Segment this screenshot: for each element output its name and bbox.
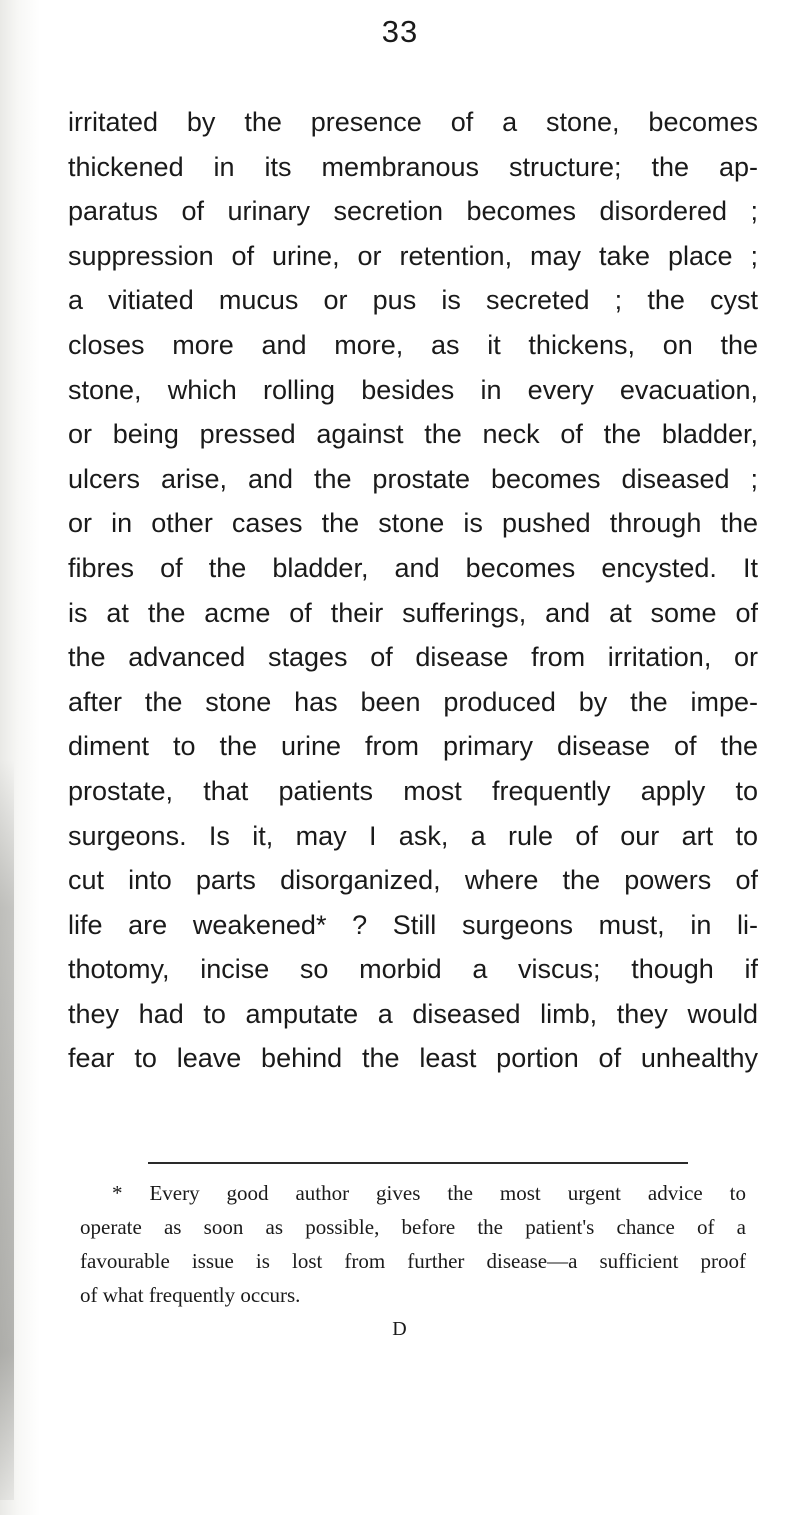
- body-line: or being pressed against the neck of the bladder,: [68, 419, 758, 450]
- body-line: diment to the urine from primary disease of the: [68, 731, 758, 762]
- body-line: or in other cases the stone is pushed through the: [68, 508, 758, 539]
- body-line: fibres of the bladder, and becomes encysted. It: [68, 552, 758, 583]
- footnote-line: * Every good author gives the most urgent advice to: [112, 1181, 746, 1205]
- body-line: they had to amputate a diseased limb, they would: [68, 998, 758, 1029]
- footnote-separator-rule: [148, 1162, 688, 1164]
- body-line: stone, which rolling besides in every evacuation,: [68, 374, 758, 405]
- body-line: suppression of urine, or retention, may take place ;: [68, 240, 758, 271]
- body-line: paratus of urinary secretion becomes disordered ;: [68, 196, 758, 227]
- body-line: ulcers arise, and the prostate becomes diseased ;: [68, 463, 758, 494]
- body-line: thotomy, incise so morbid a viscus; though if: [68, 954, 758, 985]
- body-text: [68, 100, 758, 1081]
- body-line: cut into parts disorganized, where the powers of: [68, 865, 758, 896]
- binding-gutter-shadow: [0, 760, 14, 1500]
- body-line: fear to leave behind the least portion of unhealthy: [68, 1043, 758, 1074]
- footnote-line: operate as soon as possible, before the patient's chance of a: [80, 1215, 746, 1239]
- body-line: prostate, that patients most frequently apply to: [68, 775, 758, 806]
- body-line: life are weakened* ? Still surgeons must, in li-: [68, 909, 758, 940]
- body-line: a vitiated mucus or pus is secreted ; the cyst: [68, 285, 758, 316]
- page-number: 33: [381, 14, 419, 49]
- body-line: closes more and more, as it thickens, on the: [68, 329, 758, 360]
- footnote: [80, 1176, 746, 1312]
- footnote-line: favourable issue is lost from further disease—a sufficient proof: [80, 1249, 746, 1273]
- body-line: surgeons. Is it, may I ask, a rule of our art to: [68, 820, 758, 851]
- body-line: the advanced stages of disease from irritation, or: [68, 642, 758, 673]
- body-line: after the stone has been produced by the impe-: [68, 686, 758, 717]
- body-line: is at the acme of their sufferings, and at some of: [68, 597, 758, 628]
- body-line: thickened in its membranous structure; the ap-: [68, 151, 758, 182]
- body-line: irritated by the presence of a stone, becomes: [68, 107, 758, 137]
- footnote-line: of what frequently occurs.: [80, 1283, 301, 1307]
- signature-mark: D: [392, 1318, 408, 1340]
